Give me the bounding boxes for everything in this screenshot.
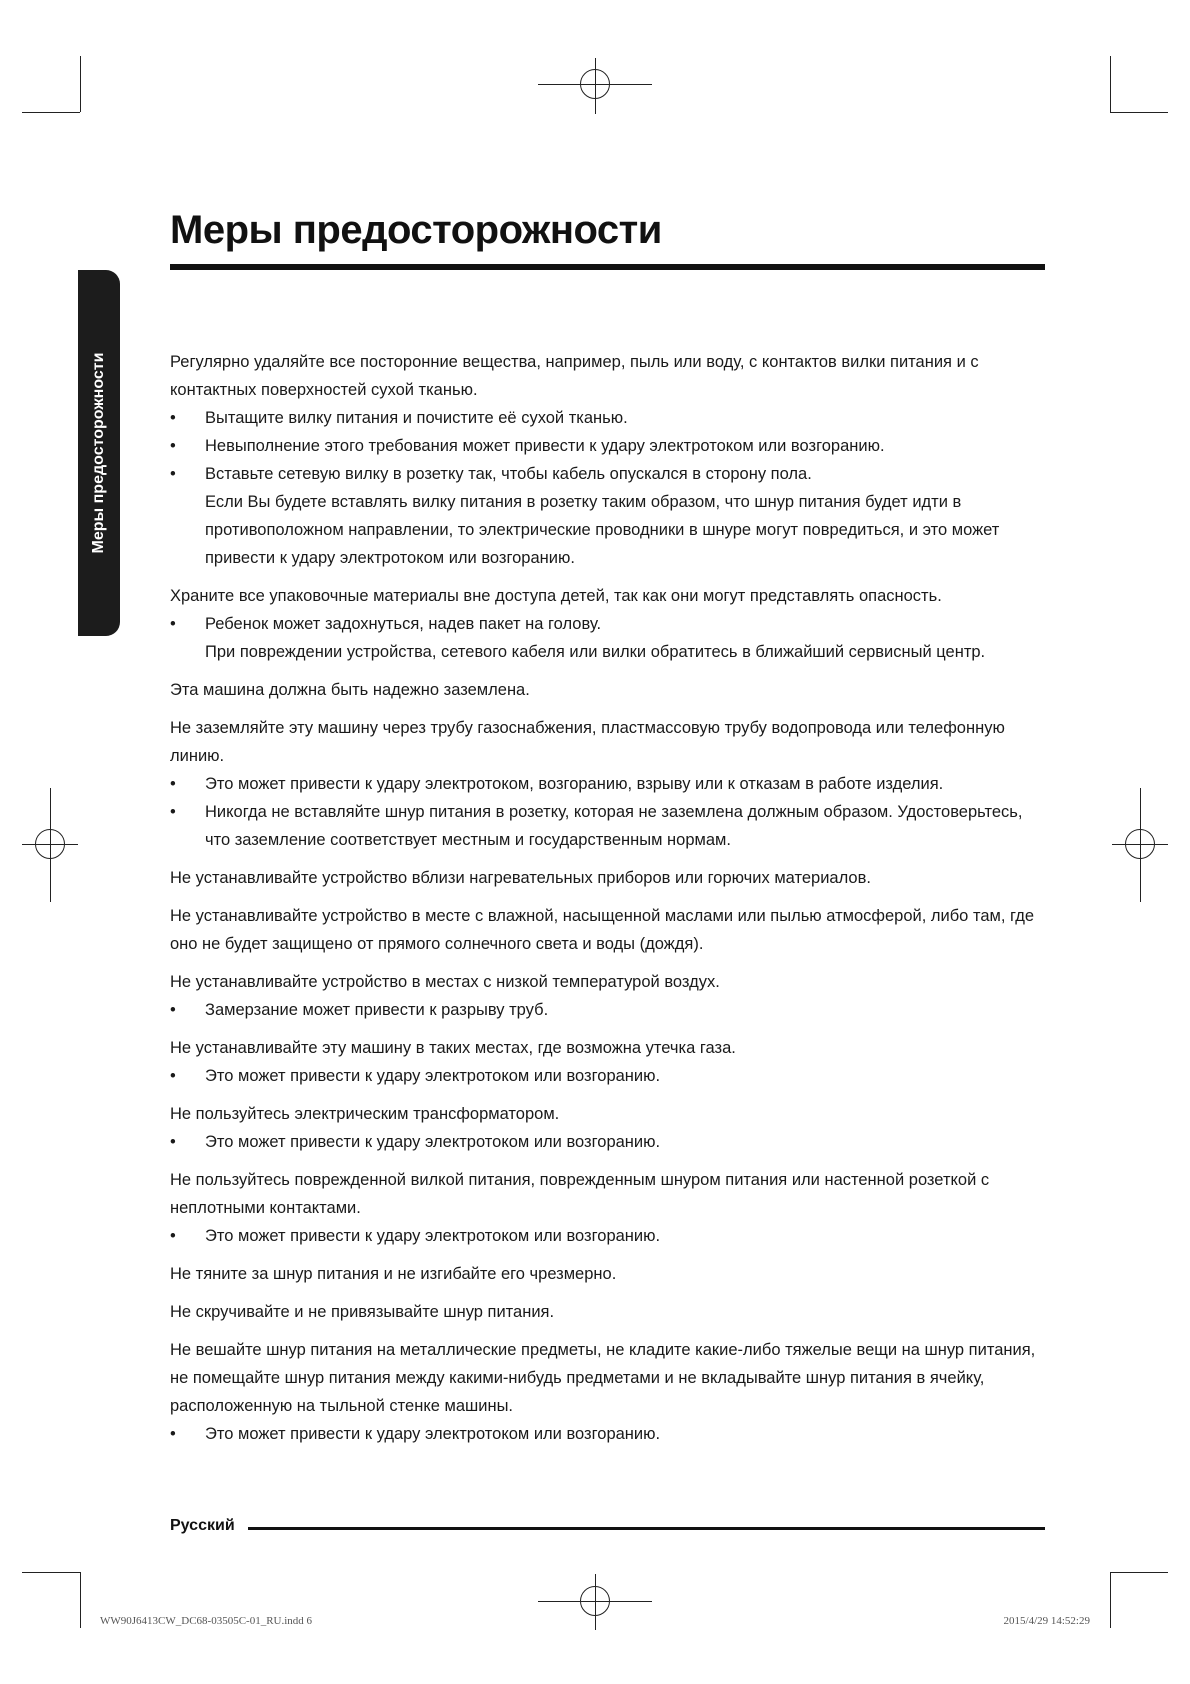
safety-item-text: Эта машина должна быть надежно заземлена. bbox=[170, 681, 530, 699]
title-rule bbox=[170, 264, 1045, 270]
bullet-item bbox=[170, 460, 1045, 488]
content-area bbox=[170, 348, 1045, 1458]
crop-mark bbox=[22, 112, 80, 113]
bullet-dot: • bbox=[170, 409, 176, 427]
crop-mark bbox=[80, 1572, 81, 1628]
bullet-list bbox=[170, 1222, 1045, 1250]
bullet-text: Это может привести к удару электротоком или возгоранию. bbox=[205, 1425, 661, 1443]
safety-item-text: Не устанавливайте устройство вблизи нагревательных приборов или горючих материалов. bbox=[170, 869, 871, 887]
safety-item bbox=[170, 864, 1045, 892]
bullet-dot: • bbox=[170, 803, 176, 821]
bullet-item bbox=[170, 432, 1045, 460]
bullet-list bbox=[170, 1420, 1045, 1448]
bullet-list bbox=[170, 610, 1045, 638]
safety-item bbox=[170, 1298, 1045, 1326]
bullet-dot: • bbox=[170, 775, 176, 793]
footer-language: Русский bbox=[170, 1517, 235, 1534]
bullet-text: Невыполнение этого требования может привести к удару электротоком или возгоранию. bbox=[205, 437, 885, 455]
crop-mark bbox=[1110, 1572, 1111, 1628]
safety-item bbox=[170, 1166, 1045, 1250]
safety-item-text: Не устанавливайте эту машину в таких местах, где возможна утечка газа. bbox=[170, 1039, 736, 1057]
bullet-list bbox=[170, 996, 1045, 1024]
bullet-dot: • bbox=[170, 437, 176, 455]
safety-item bbox=[170, 1260, 1045, 1288]
bullet-dot: • bbox=[170, 1001, 176, 1019]
side-section-tab-label: Меры предосторожности bbox=[90, 352, 107, 554]
bullet-text: Ребенок может задохнуться, надев пакет на голову. bbox=[205, 615, 602, 633]
safety-item bbox=[170, 968, 1045, 1024]
safety-item bbox=[170, 348, 1045, 572]
bullet-item bbox=[170, 996, 1045, 1024]
print-slug-file: WW90J6413CW_DC68-03505C-01_RU.indd 6 bbox=[100, 1615, 313, 1627]
safety-item-text: Не заземляйте эту машину через трубу газоснабжения, пластмассовую трубу водопровода или телефонную линию. bbox=[170, 719, 1005, 765]
bullet-item bbox=[170, 404, 1045, 432]
bullet-list bbox=[170, 770, 1045, 854]
bullet-dot: • bbox=[170, 465, 176, 483]
bullet-item bbox=[170, 798, 1045, 854]
footer-rule bbox=[248, 1527, 1045, 1530]
bullet-dot: • bbox=[170, 1425, 176, 1443]
bullet-dot: • bbox=[170, 615, 176, 633]
bullet-text: Это может привести к удару электротоком, возгоранию, взрыву или к отказам в работе изделия. bbox=[205, 775, 944, 793]
bullet-item bbox=[170, 1222, 1045, 1250]
bullet-item bbox=[170, 770, 1045, 798]
bullet-text: Вставьте сетевую вилку в розетку так, чтобы кабель опускался в сторону пола. bbox=[205, 465, 812, 483]
bullet-text: Вытащите вилку питания и почистите её сухой тканью. bbox=[205, 409, 628, 427]
bullet-text: Это может привести к удару электротоком или возгоранию. bbox=[205, 1133, 661, 1151]
crop-mark bbox=[1110, 56, 1111, 112]
bullet-continuation: Если Вы будете вставлять вилку питания в розетку таким образом, что шнур питания будет идти в противоположном направлении, то электрические проводники в шнуре могут повредиться, и это может привести к удару электротоком или возгоранию. bbox=[205, 493, 1000, 567]
bullet-text: Это может привести к удару электротоком или возгоранию. bbox=[205, 1067, 661, 1085]
safety-item-text: Регулярно удаляйте все посторонние вещества, например, пыль или воду, с контактов вилки питания и с контактных поверхностей сухой тканью. bbox=[170, 353, 979, 399]
safety-item bbox=[170, 902, 1045, 958]
bullet-item bbox=[170, 610, 1045, 638]
safety-item bbox=[170, 582, 1045, 666]
bullet-list bbox=[170, 1128, 1045, 1156]
bullet-list bbox=[170, 1062, 1045, 1090]
registration-mark bbox=[580, 1586, 610, 1616]
safety-item bbox=[170, 1336, 1045, 1448]
safety-item bbox=[170, 714, 1045, 854]
bullet-list bbox=[170, 404, 1045, 488]
registration-mark bbox=[35, 829, 65, 859]
registration-mark bbox=[1125, 829, 1155, 859]
safety-item-text: Не устанавливайте устройство в месте с влажной, насыщенной маслами или пылью атмосферой, либо там, где оно не будет защищено от прямого солнечного света и воды (дождя). bbox=[170, 907, 1035, 953]
safety-item-text: Не вешайте шнур питания на металлические предметы, не кладите какие-либо тяжелые вещи на шнур питания, не помещайте шнур питания между какими-нибудь предметами и не вкладывайте шнур питания в ячейку, расположенную на тыльной стенке машины. bbox=[170, 1341, 1036, 1415]
bullet-dot: • bbox=[170, 1067, 176, 1085]
crop-mark bbox=[22, 1572, 80, 1573]
safety-item-text: Не пользуйтесь электрическим трансформатором. bbox=[170, 1105, 560, 1123]
bullet-item bbox=[170, 1062, 1045, 1090]
bullet-dot: • bbox=[170, 1227, 176, 1245]
safety-item bbox=[170, 1100, 1045, 1156]
bullet-text: Никогда не вставляйте шнур питания в розетку, которая не заземлена должным образом. Удостоверьтесь, что заземление соответствует местным и государственным нормам. bbox=[205, 803, 1023, 849]
safety-item-text: Не устанавливайте устройство в местах с низкой температурой воздух. bbox=[170, 973, 720, 991]
side-section-tab bbox=[78, 270, 120, 636]
bullet-continuation: При повреждении устройства, сетевого кабеля или вилки обратитесь в ближайший сервисный центр. bbox=[205, 643, 986, 661]
safety-item-text: Храните все упаковочные материалы вне доступа детей, так как они могут представлять опасность. bbox=[170, 587, 942, 605]
safety-item-text: Не пользуйтесь поврежденной вилкой питания, поврежденным шнуром питания или настенной розеткой с неплотными контактами. bbox=[170, 1171, 990, 1217]
crop-mark bbox=[1110, 112, 1168, 113]
safety-item bbox=[170, 1034, 1045, 1090]
bullet-item bbox=[170, 1420, 1045, 1448]
bullet-text: Замерзание может привести к разрыву труб. bbox=[205, 1001, 549, 1019]
page-title: Меры предосторожности bbox=[170, 208, 662, 252]
crop-mark bbox=[80, 56, 81, 112]
bullet-item bbox=[170, 1128, 1045, 1156]
registration-mark bbox=[580, 69, 610, 99]
bullet-dot: • bbox=[170, 1133, 176, 1151]
safety-item bbox=[170, 676, 1045, 704]
bullet-text: Это может привести к удару электротоком или возгоранию. bbox=[205, 1227, 661, 1245]
safety-item-text: Не тяните за шнур питания и не изгибайте его чрезмерно. bbox=[170, 1265, 617, 1283]
safety-item-text: Не скручивайте и не привязывайте шнур питания. bbox=[170, 1303, 555, 1321]
crop-mark bbox=[1110, 1572, 1168, 1573]
print-slug-date: 2015/4/29 14:52:29 bbox=[1003, 1615, 1090, 1627]
